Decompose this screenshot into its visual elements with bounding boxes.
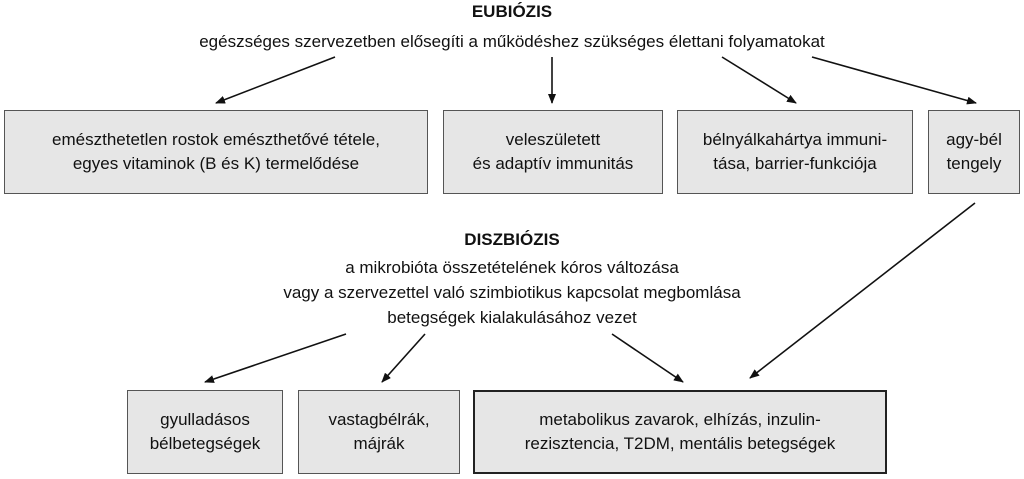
box-line: és adaptív immunitás [472,154,634,173]
box-line: tása, barrier-funkciója [713,154,877,173]
eubiosis-subtitle: egészséges szervezetben elősegíti a működéshez szükséges élettani folyamatokat [199,32,825,51]
box-line: májrák [353,434,405,453]
box-line: bélbetegségek [149,434,261,453]
arrow-gutbrain-to-metabolic [750,203,975,378]
box-line: emészthetetlen rostok emészthetővé tétele, [52,130,380,149]
eubiosis-title: EUBIÓZIS [471,2,553,21]
dysbiosis-line-2: vagy a szervezettel való szimbiotikus kapcsolat megbomlása [283,283,741,302]
box-line: egyes vitaminok (B és K) termelődése [72,154,360,173]
arrow-to-fiber-box [216,57,335,103]
dysbiosis-title: DISZBIÓZIS [464,230,560,249]
arrow-to-mucosa-box [722,57,796,103]
box-line: metabolikus zavarok, elhízás, inzulin- [539,410,821,429]
box-line: veleszületett [505,130,601,149]
box-line: agy-bél [946,130,1002,149]
box-line: bélnyálkahártya immuni- [702,130,888,149]
arrow-to-gutbrain-box [812,57,976,103]
dysbiosis-line-1: a mikrobióta összetételének kóros változása [345,258,679,277]
arrow-to-ibd-box [205,334,346,382]
arrow-to-metabolic-box [612,334,683,382]
arrow-to-cancer-box [382,334,425,382]
dysbiosis-line-3: betegségek kialakulásához vezet [387,308,637,327]
box-line: vastagbélrák, [328,410,430,429]
box-line: rezisztencia, T2DM, mentális betegségek [524,434,836,453]
box-line: tengely [946,154,1002,173]
box-line: gyulladásos [160,410,250,429]
